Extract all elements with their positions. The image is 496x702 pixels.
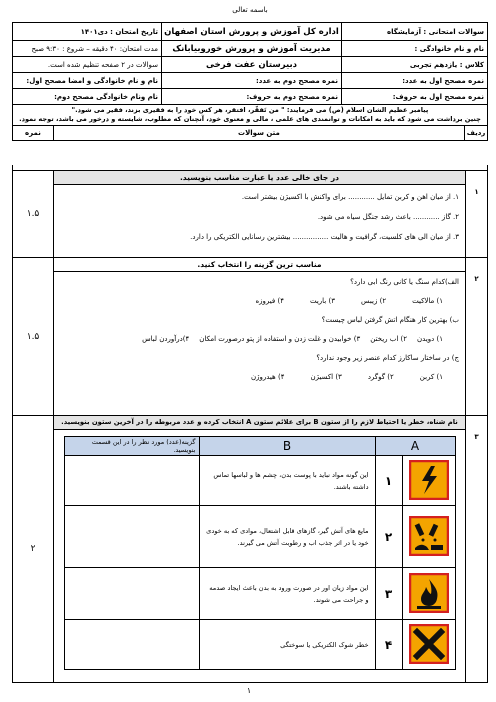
answer-cell[interactable]	[64, 620, 199, 670]
page-count: سوالات در ۲ صفحه تنظیم شده است.	[13, 57, 161, 73]
question-number: ۳	[465, 416, 487, 682]
mcq-a: الف)کدام سنگ یا کانی رنگ ابی دارد؟	[350, 278, 459, 286]
option: ۲) گوگرد	[367, 373, 394, 381]
mcq-c: ج) در ساختار ساکارز کدام عنصر زیر وجود ندارد؟	[316, 354, 459, 362]
hadith-notice: پیامبر عظیم الشان اسلام (ص) می فرمایند: " من تَفقّر، افتقر، هر کس خود را به فقیری بزند، فقیر می شود." چنین برداشت می شود که باید به امکانات و توانمندی های علمی ، مالی و معنوی خود، آنچنان که مطلوب، شایسته و درخور می باشد، توجه نمود.	[13, 105, 487, 126]
answer-cell[interactable]	[64, 568, 199, 620]
section-title: مناسب ترین گزینه را انتخاب کنید.	[54, 258, 465, 272]
hazard-symbol-cell	[402, 456, 455, 506]
option: ۳) باریت	[309, 297, 335, 305]
question-2	[13, 258, 487, 416]
section-title: در جای خالی عدد یا عبارت مناسب بنویسید.	[54, 171, 465, 185]
description-cell: این گونه مواد نباید با پوست بدن، چشم ها و لباسها تماس داشته باشند.	[199, 456, 375, 506]
flammable-icon	[409, 573, 449, 613]
questions-table-header	[13, 126, 487, 140]
col-b-header: B	[199, 437, 375, 456]
org-name: اداره کل آموزش و پرورش استان اصفهان	[161, 23, 341, 41]
option: ۳) خوابیدن و غلت زدن و استفاده از پتو درصورت امکان	[199, 335, 361, 343]
grader2-score-num: نمره مصحح دوم به عدد:	[161, 73, 341, 89]
mcq-a-options	[60, 292, 459, 310]
row-number: ۳	[375, 568, 402, 620]
row-number: ۱	[375, 456, 402, 506]
school-name: دبیرستان عفت فرخی	[161, 57, 341, 73]
option: ۲) زیبس	[360, 297, 387, 305]
basmala: باسمه تعالی	[232, 6, 268, 14]
col-score: نمره	[25, 129, 41, 137]
fill-blank-1: ۱. از میان اهن و کربن تمایل ............ برای واکنش با اکسیژن بیشتر است.	[241, 193, 459, 201]
hazard-symbol-cell	[402, 568, 455, 620]
grader1-score-text: نمره مصحح اول به حروف:	[341, 89, 487, 105]
exam-duration: مدت امتحان: ۴۰ دقیقه – شروع : ۹:۳۰ صبح	[13, 41, 161, 57]
exam-header	[12, 22, 488, 141]
subject-label: سوالات امتحانی : آزمایشگاه	[341, 23, 487, 41]
option: ۴)درآوردن لباس	[142, 335, 190, 343]
answer-cell[interactable]	[64, 506, 199, 568]
exam-date: تاریخ امتحان : دی۱۴۰۱	[13, 23, 161, 41]
question-3	[13, 416, 487, 682]
col-radif: ردیف	[464, 126, 487, 140]
col-questions: متن سوالات	[53, 126, 464, 140]
description-cell: مایع های آتش گیر، گازهای قابل اشتعال، موادی که به خودی خود یا در اثر جذب اب و رطوبت آتش می گیرند.	[199, 506, 375, 568]
fill-blank-2: ۲. گاز ............ باعث رشد جنگل سیاه می شود.	[317, 213, 459, 221]
option: ۳) اکسیژن	[310, 373, 342, 381]
option: ۱) مالاکیت	[412, 297, 443, 305]
row-number: ۴	[375, 620, 402, 670]
grader1-name: نام و نام خانوادگی و امضا مصحح اول:	[13, 73, 161, 89]
page-number: ۱	[246, 686, 252, 695]
answer-col-header: گزینه(عدد) مورد نظر را در این قسمت بنویسید.	[64, 437, 199, 456]
matching-table	[64, 436, 456, 670]
option: ۱) کربن	[419, 373, 443, 381]
option: ۲) اب ریختن	[370, 335, 408, 343]
question-score: ۱.۵	[26, 209, 40, 219]
mcq-c-options	[60, 368, 459, 386]
question-number: ۲	[465, 258, 487, 415]
hazard-symbol-cell	[402, 506, 455, 568]
oxidizer-icon	[409, 460, 449, 500]
mcq-b-options	[60, 330, 459, 348]
grader1-score-num: نمره مصحح اول به عدد:	[341, 73, 487, 89]
row-number: ۲	[375, 506, 402, 568]
option: ۴) فیروزه	[255, 297, 284, 305]
grader2-score-text: نمره مصحح دوم به حروف:	[161, 89, 341, 105]
description-cell: خطر شوک الکتریکی یا سوختگی	[199, 620, 375, 670]
harmful-icon	[409, 624, 449, 664]
questions-body	[12, 170, 488, 683]
col-a-header: A	[375, 437, 455, 456]
section-title: نام شناه، خطر یا احتیاط لازم را از ستون B برای علائم ستون A انتخاب کرده و عدد مربوطه را در آخرین ستون بنویسید.	[54, 416, 465, 430]
question-score: ۲	[30, 544, 36, 554]
corrosive-icon	[409, 516, 449, 556]
option: ۱) دویدن	[417, 335, 443, 343]
district-name: مدیریت آموزش و پرورش خوروبیابانک	[161, 41, 341, 57]
student-name-label: نام و نام خانوادگی :	[341, 41, 487, 57]
fill-blank-3: ۳. از میان الی های کلسیت، گرافیت و هالیت ................ بیشترین رسانایی الکتریکی را دارد.	[190, 233, 459, 241]
option: ۴) هیدروژن	[250, 373, 285, 381]
question-1	[13, 171, 487, 258]
mcq-b: ب) بهترین کار هنگام اتش گرفتن لباس چیست؟	[321, 316, 459, 324]
question-number: ۱	[465, 171, 487, 257]
class-label: کلاس : یازدهم تجربی	[341, 57, 487, 73]
hazard-symbol-cell	[402, 620, 455, 670]
answer-cell[interactable]	[64, 456, 199, 506]
grader2-name: نام ونام خانوادگی مصحح دوم:	[13, 89, 161, 105]
question-score: ۱.۵	[26, 331, 40, 342]
description-cell: این مواد زیان اور در صورت ورود به بدن باعث ایجاد صدمه و جراحت می شوند.	[199, 568, 375, 620]
